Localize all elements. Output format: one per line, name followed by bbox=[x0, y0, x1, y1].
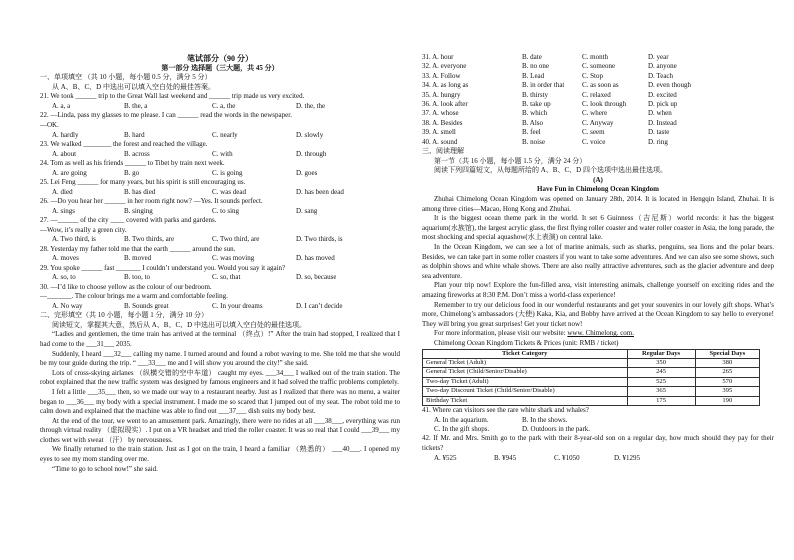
website-line bbox=[422, 329, 774, 339]
option-d[interactable]: D. Outdoors in the park. bbox=[522, 424, 591, 433]
question-stem: 26. —Do you hear her ______ in her room right now? —Yes. It sounds perfect. bbox=[40, 196, 263, 205]
question-stem-reply: —_______. The colour brings me a warm and comfortable feeling. bbox=[40, 292, 228, 301]
cell-special: 395 bbox=[695, 387, 759, 396]
option-b[interactable]: B. In the shows. bbox=[522, 415, 568, 424]
cloze-paragraph: Lots of cross-skying airlanes （纵横交错的空中车道） caught my eyes. ___34___ I walked out of the train station. The robot explained that the new traffic system was designed by famous engineers and it had solved the traffic problems completely. bbox=[40, 368, 400, 387]
option-a[interactable]: A. are going bbox=[52, 168, 87, 177]
question-stem: 27. —______ of the city ____ covered with parks and gardens. bbox=[40, 215, 217, 224]
table-header-row bbox=[423, 349, 760, 358]
cell-special: 265 bbox=[695, 368, 759, 377]
option-c[interactable]: C. to sing bbox=[212, 206, 240, 215]
option-c[interactable]: C. a, the bbox=[212, 101, 236, 110]
options bbox=[40, 131, 400, 140]
question-24 bbox=[40, 159, 400, 178]
option-c[interactable]: C. In the gift shops. bbox=[434, 424, 490, 433]
cell-category: Two-day Discount Ticket (Child/Senior/Disable) bbox=[423, 387, 628, 396]
option-d[interactable]: D. ring bbox=[648, 137, 668, 146]
cell-category: Two-day Ticket (Adult) bbox=[423, 377, 628, 386]
option-d[interactable]: D. Instead bbox=[648, 118, 677, 127]
option-c[interactable]: C. where bbox=[582, 109, 608, 118]
website-label: For more information, please visit our website: bbox=[434, 329, 566, 338]
option-d[interactable]: D. slowly bbox=[296, 130, 324, 139]
cloze-option-row bbox=[422, 109, 774, 118]
section3-instructions: 阅读下列四篇短文，从每题所给的 A、B、C、D 四个选项中选出最佳选项。 bbox=[434, 166, 667, 175]
ticket-price-table bbox=[422, 349, 760, 406]
table-row bbox=[423, 358, 760, 367]
cell-category: Birthday Ticket bbox=[423, 396, 628, 405]
cell-regular: 175 bbox=[627, 396, 695, 405]
option-d[interactable]: D. through bbox=[296, 149, 327, 158]
option-b[interactable]: B. Also bbox=[522, 118, 544, 127]
header-category: Ticket Category bbox=[423, 349, 628, 358]
options bbox=[40, 254, 400, 263]
written-part-title: 笔试部分（90 分） bbox=[187, 54, 253, 63]
option-c[interactable]: C. ¥1050 bbox=[554, 453, 580, 462]
question-list bbox=[40, 92, 400, 311]
question-41-stem: 41. Where can visitors see the rare white shark and whales? bbox=[422, 405, 589, 414]
option-d[interactable]: D. taste bbox=[648, 128, 670, 137]
option-a[interactable]: A. Two third, is bbox=[52, 235, 96, 244]
option-d[interactable]: D. ¥1295 bbox=[614, 453, 641, 462]
option-b[interactable]: B. thirsty bbox=[522, 90, 549, 99]
option-d[interactable]: D. so, because bbox=[296, 273, 337, 282]
option-c[interactable]: C. Anyway bbox=[582, 118, 614, 127]
cell-category: General Ticket (Child/Senior/Disable) bbox=[423, 368, 628, 377]
options bbox=[40, 169, 400, 178]
question-41-options bbox=[422, 416, 774, 425]
passage-label: (A) bbox=[593, 175, 603, 184]
option-a[interactable]: 31. A. hour bbox=[422, 53, 454, 61]
website-link[interactable]: www. Chimelong. com. bbox=[567, 329, 634, 338]
option-a[interactable]: A. In the aquarium. bbox=[434, 415, 489, 424]
option-c[interactable]: C. someone bbox=[582, 62, 616, 71]
option-c[interactable]: C. look through bbox=[582, 100, 627, 109]
question-28 bbox=[40, 245, 400, 264]
cell-regular: 365 bbox=[627, 387, 695, 396]
question-stem: 24. Tom as well as his friends ______ to Tibet by train next week. bbox=[40, 158, 225, 167]
cloze-option-row bbox=[422, 81, 774, 90]
option-a[interactable]: 33. A. Follow bbox=[422, 71, 461, 80]
option-d[interactable]: D. year bbox=[648, 53, 669, 61]
cloze-option-row bbox=[422, 100, 774, 109]
cloze-option-row bbox=[422, 72, 774, 81]
option-d[interactable]: D. pick up bbox=[648, 100, 678, 109]
option-d[interactable]: D. I can’t decide bbox=[296, 301, 343, 310]
cloze-paragraph: At the end of the tour, we went to an amusement park. Amazingly, there were no rides at all ___38___, everything was run through virtual reality （虚拟现实）. I put on a VR headset and tried the roller coaster. It was so real that I could ___39___ my clothes wet with sweat （汗） by nervousness. bbox=[40, 416, 400, 444]
option-b[interactable]: B. go bbox=[124, 168, 140, 177]
right-column bbox=[422, 0, 774, 560]
reading-passage bbox=[422, 195, 774, 329]
option-d[interactable]: D. even though bbox=[648, 81, 691, 90]
options bbox=[40, 273, 400, 282]
option-c[interactable]: C. is going bbox=[212, 168, 243, 177]
section1-heading: 一、单项填空 （共 10 小题，每小题 0.5 分，满分 5 分） bbox=[40, 73, 212, 82]
option-c[interactable]: C. voice bbox=[582, 137, 606, 146]
cloze-paragraph: “Ladies and gentlemen, the time train has arrived at the terminal （终点）!” After the train had stopped, I realized that I had come to the ___31___ 2035. bbox=[40, 330, 400, 348]
option-d[interactable]: D. anyone bbox=[648, 62, 677, 71]
option-b[interactable]: B. singing bbox=[124, 206, 153, 215]
section2-heading: 二、完形填空（共 10 小题，每小题 1 分，满分 10 分） bbox=[40, 311, 208, 320]
cell-special: 570 bbox=[695, 377, 759, 386]
question-stem: 21. We took ______ trip to the Great Wall last weekend and ______ trip made us very excited. bbox=[40, 92, 305, 101]
question-25 bbox=[40, 178, 400, 197]
option-c[interactable]: C. with bbox=[212, 149, 233, 158]
option-b[interactable]: B. feel bbox=[522, 128, 541, 137]
cloze-option-row bbox=[422, 62, 774, 71]
table-row bbox=[423, 377, 760, 386]
section3-subheading: 第一节（共 16 小题，每小题 1.5 分，满分 24 分） bbox=[434, 156, 587, 165]
options bbox=[40, 302, 400, 311]
question-stem: 22. —Linda, pass my glasses to me please. I can ______ read the words in the newspaper. bbox=[40, 111, 292, 120]
option-b[interactable]: B. has died bbox=[124, 187, 156, 196]
cloze-paragraph: “Time to go to school now!” she said. bbox=[52, 464, 158, 473]
option-a[interactable]: A. about bbox=[52, 149, 77, 158]
option-c[interactable]: C. In your dreams bbox=[212, 301, 263, 310]
option-a[interactable]: A. sings bbox=[52, 206, 75, 215]
question-23 bbox=[40, 140, 400, 159]
cloze-option-row bbox=[422, 119, 774, 128]
table-row bbox=[423, 368, 760, 377]
header-regular-days: Regular Days bbox=[627, 349, 695, 358]
cloze-option-row bbox=[422, 138, 774, 147]
option-a[interactable]: 35. A. hungry bbox=[422, 90, 461, 99]
option-b[interactable]: B. take up bbox=[522, 100, 551, 109]
cloze-paragraph: I felt a little ___35___ then, so we made our way to a restaurant nearby. Just as I realized that there was no menu, a waiter began to ___36___ my body with a special instrument. I made me so scared that I jumped out of my seat. The robot told me to calm down and explained that the machine was able to find out ___37___ dish suits my body best. bbox=[40, 387, 400, 416]
passage-paragraph: It is the biggest ocean theme park in the world. It set 6 Guinness（吉尼斯）world records: it has the biggest aquarium(水族馆), the largest acrylic glass, the first flying roller coaster and water roller coaster in Asia, the long parade, the most shocking and special aquashow(水上表演) on central lake. bbox=[422, 214, 774, 242]
option-d[interactable]: D. Teach bbox=[648, 71, 674, 80]
option-d[interactable]: D. the, the bbox=[296, 101, 326, 110]
cloze-option-row bbox=[422, 53, 774, 62]
option-d[interactable]: D. has moved bbox=[296, 254, 335, 263]
cell-special: 380 bbox=[695, 358, 759, 367]
option-d[interactable]: D. has been dead bbox=[296, 187, 344, 196]
option-a[interactable]: 40. A. sound bbox=[422, 137, 458, 146]
option-c[interactable]: C. was moving bbox=[212, 254, 255, 263]
question-stem-reply: —Wow, it’s really a green city. bbox=[40, 225, 127, 234]
option-c[interactable]: C. month bbox=[582, 53, 609, 61]
question-29 bbox=[40, 264, 400, 283]
part1-heading: 第一部分 选择题（三大题，共 45 分） bbox=[161, 63, 279, 72]
cell-special: 190 bbox=[695, 396, 759, 405]
option-b[interactable]: B. noise bbox=[522, 137, 545, 146]
option-a[interactable]: 34. A. as long as bbox=[422, 81, 469, 90]
question-41-options bbox=[422, 425, 774, 434]
options bbox=[40, 235, 400, 244]
question-stem: 25. Lei Feng ______ for many years, but his spirit is still encouraging us. bbox=[40, 177, 246, 186]
header-special-days: Special Days bbox=[695, 349, 759, 358]
cloze-passage bbox=[40, 330, 400, 474]
question-stem: 23. We walked ________ the forest and reached the village. bbox=[40, 139, 208, 148]
option-d[interactable]: D. when bbox=[648, 109, 672, 118]
option-b[interactable]: B. ¥945 bbox=[494, 453, 517, 462]
option-b[interactable]: B. the, a bbox=[124, 101, 148, 110]
option-d[interactable]: D. goes bbox=[296, 168, 318, 177]
section2-instructions: 阅读短文，掌握其大意，然后从 A、B、C、D 中选出可以填入空白处的最佳选项。 bbox=[52, 320, 306, 329]
question-26 bbox=[40, 197, 400, 216]
option-b[interactable]: B. moved bbox=[124, 254, 152, 263]
cell-regular: 350 bbox=[627, 358, 695, 367]
option-b[interactable]: B. which bbox=[522, 109, 548, 118]
option-d[interactable]: D. sang bbox=[296, 206, 318, 215]
option-b[interactable]: B. hard bbox=[124, 130, 145, 139]
option-c[interactable]: C. as soon as bbox=[582, 81, 619, 90]
option-c[interactable]: C. nearly bbox=[212, 130, 238, 139]
question-stem: 29. You spoke ______ fast _______ I couldn’t understand you. Would you say it again? bbox=[40, 263, 286, 272]
option-a[interactable]: A. No way bbox=[52, 301, 83, 310]
question-stem-reply: —OK. bbox=[40, 120, 59, 129]
cloze-option-row bbox=[422, 128, 774, 137]
options bbox=[40, 188, 400, 197]
passage-paragraph: Remember to try our delicious food in our wonderful restaurants and get your souvenirs in our lovely gift shops. What’s more, Chimelong’s ambassadors (大使) Kaka, Kia, and Bobby have arrived at the Ocean Kingdom to say hello to everyone! They will bring you great surprises! Get your ticket now! bbox=[422, 300, 774, 328]
option-c[interactable]: C. relaxed bbox=[582, 90, 611, 99]
option-c[interactable]: C. was dead bbox=[212, 187, 247, 196]
option-a[interactable]: 38. A. Besides bbox=[422, 118, 463, 127]
options bbox=[40, 102, 400, 111]
option-c[interactable]: C. Two third, are bbox=[212, 235, 260, 244]
cloze-options bbox=[422, 53, 774, 147]
option-a[interactable]: A. died bbox=[52, 187, 73, 196]
options bbox=[40, 150, 400, 159]
cloze-paragraph: Suddenly, I heard ___32___ calling my name. I turned around and found a robot waving to me. She told me that she would be my tour guide during the trip. “ ___33___ me and I will show you around the city!” she said. bbox=[40, 349, 400, 368]
cloze-paragraph: We finally returned to the train station. Just as I got on the train, I heard a familiar （熟悉的） ___40___. I opened my eyes to see my mom standing over me. bbox=[40, 445, 400, 464]
option-b[interactable]: B. across bbox=[124, 149, 150, 158]
cell-regular: 525 bbox=[627, 377, 695, 386]
option-b[interactable]: B. Two thirds, are bbox=[124, 235, 175, 244]
option-a[interactable]: A. hardly bbox=[52, 130, 79, 139]
question-22 bbox=[40, 111, 400, 140]
passage-paragraph: Zhuhai Chimelong Ocean Kingdom was opened on January 28th, 2014. It is located in Hengqin Island, Zhuhai. It is among three cities—Macao, Hong Kong and Zhuhai. bbox=[422, 195, 774, 213]
option-c[interactable]: C. so, that bbox=[212, 273, 241, 282]
question-42-options bbox=[422, 454, 774, 463]
question-42-stem: 42. If Mr. and Mrs. Smith go to the park with their 8-year-old son on a regular day, how much should they pay for their tickets? bbox=[422, 434, 774, 452]
table-row bbox=[423, 387, 760, 396]
question-30 bbox=[40, 283, 400, 312]
option-c[interactable]: C. Stop bbox=[582, 71, 604, 80]
left-column bbox=[40, 0, 400, 560]
section3-heading: 三、阅读理解 bbox=[422, 147, 464, 156]
option-c[interactable]: C. seem bbox=[582, 128, 605, 137]
option-d[interactable]: D. excited bbox=[648, 90, 677, 99]
question-21 bbox=[40, 92, 400, 111]
cloze-option-row bbox=[422, 91, 774, 100]
section1-instructions: 从 A、B、C、D 中选出可以填入空白处的最佳答案。 bbox=[52, 82, 215, 91]
option-a[interactable]: 39. A. smell bbox=[422, 128, 456, 137]
question-27 bbox=[40, 216, 400, 245]
option-b[interactable]: B. too, to bbox=[124, 273, 151, 282]
option-a[interactable]: A. ¥525 bbox=[434, 453, 457, 462]
question-stem: 28. Yesterday my father told me that the earth ______ around the sun. bbox=[40, 244, 236, 253]
option-b[interactable]: B. in order that bbox=[522, 81, 565, 90]
option-a[interactable]: A. moves bbox=[52, 254, 79, 263]
cell-regular: 245 bbox=[627, 368, 695, 377]
option-a[interactable]: 37. A. whose bbox=[422, 109, 459, 118]
table-caption: Chimelong Ocean Kingdom Tickets & Prices (unit: RMB / ticket) bbox=[434, 338, 619, 347]
passage-paragraph: Plan your trip now! Explore the fun-filled area, visit interesting animals, challenge yourself on exciting rides and the amazing fireworks at 8:30 P.M. Don’t miss a world-class experience! bbox=[422, 281, 774, 299]
option-d[interactable]: D. Two thirds, is bbox=[296, 235, 343, 244]
option-a[interactable]: 36. A. look after bbox=[422, 100, 468, 109]
option-b[interactable]: B. no one bbox=[522, 62, 550, 71]
cell-category: General Ticket (Adult) bbox=[423, 358, 628, 367]
option-a[interactable]: A. so, to bbox=[52, 273, 76, 282]
passage-title: Have Fun in Chimelong Ocean Kingdom bbox=[537, 185, 659, 194]
table-row bbox=[423, 396, 760, 405]
question-stem: 30. —I’d like to choose yellow as the colour of our bedroom. bbox=[40, 282, 212, 291]
options bbox=[40, 207, 400, 216]
option-b[interactable]: B. date bbox=[522, 53, 542, 61]
option-b[interactable]: B. Sounds great bbox=[124, 301, 169, 310]
option-a[interactable]: A. a, a bbox=[52, 101, 71, 110]
option-b[interactable]: B. Lead bbox=[522, 71, 545, 80]
passage-paragraph: In the Ocean Kingdom, we can see a lot of marine animals, such as sharks, penguins, sea lions and the polar bears. Besides, we can take part in some roller coasters if you want to take some adventures. And we can also see some shows, such as dolphin shows and white whale shows. There are also really attractive adventures, such as the glacier adventure and deep sea adventure. bbox=[422, 243, 774, 280]
option-a[interactable]: 32. A. everyone bbox=[422, 62, 467, 71]
